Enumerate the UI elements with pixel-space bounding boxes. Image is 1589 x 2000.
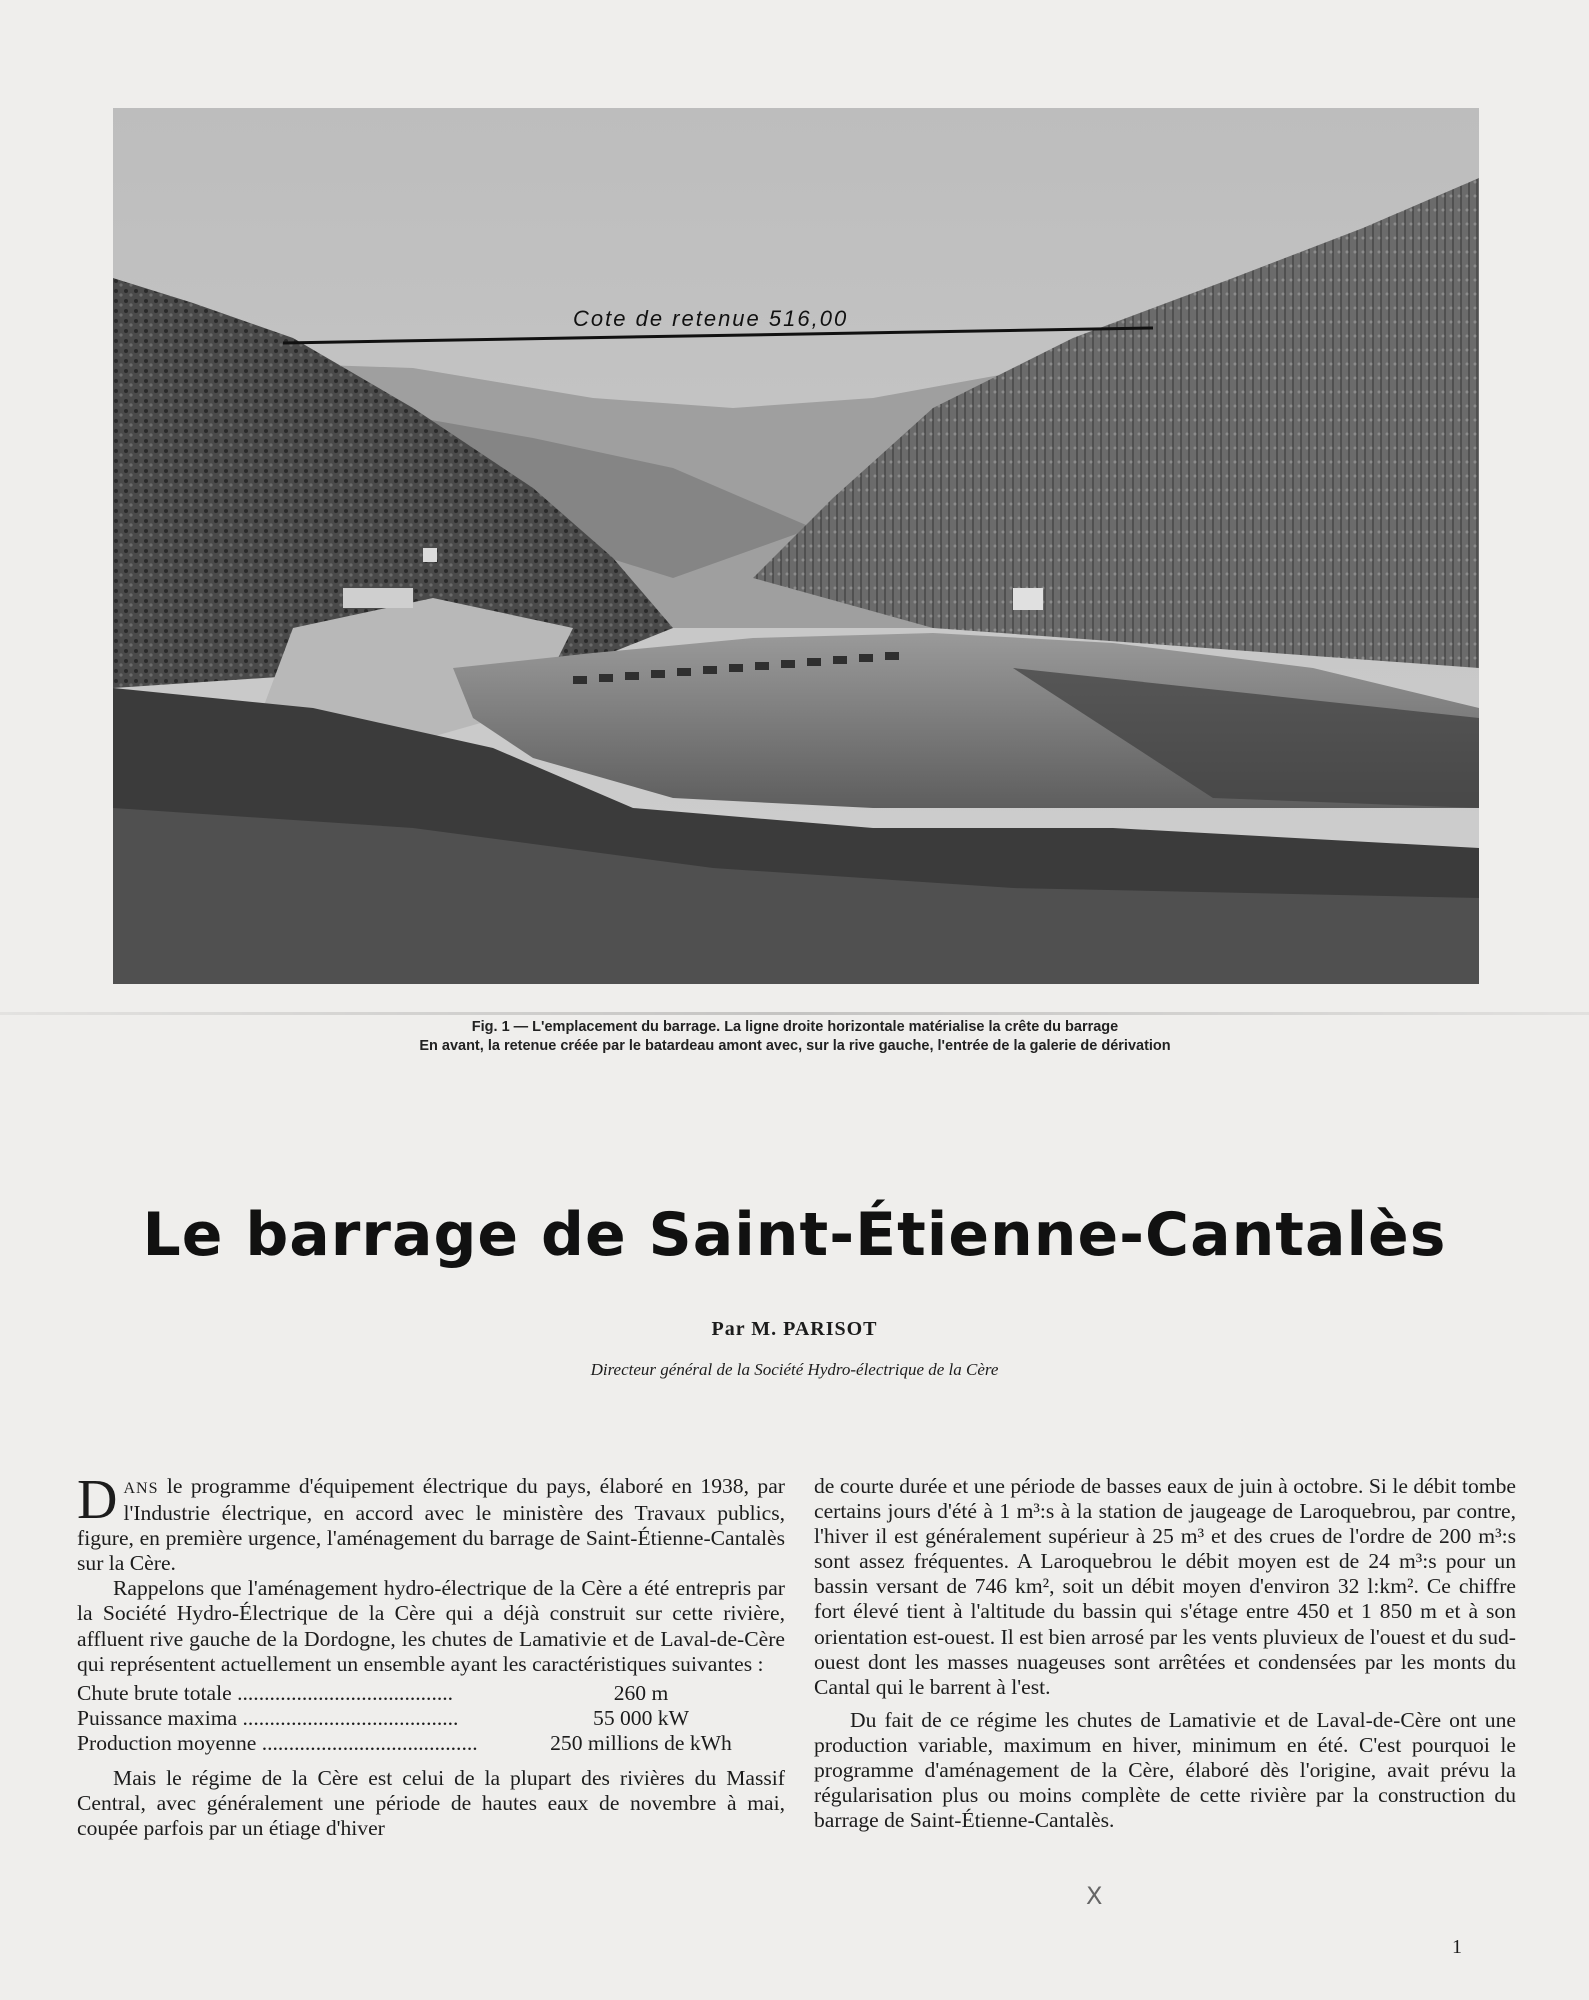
characteristics-table (77, 1681, 785, 1756)
paragraph-4: de courte durée et une période de basses eaux de juin à octobre. Si le débit tombe certains jours d'été à 1 m³:s à la station de jaugeage de Laroquebrou, par contre, l'hiver il est généralement supérieur à 25 m³ et des crues de l'ordre de 200 m³:s sont assez fréquentes. A Laroquebrou le débit moyen est de 24 m³:s pour un bassin versant de 746 km², soit un débit moyen d'environ 32 l:km². Ce chiffre fort élevé tient à l'altitude du bassin qui s'étage entre 450 et 1 850 m et à son orientation est-ouest. Il est bien arrosé par les vents pluvieux de l'ouest et du sud-ouest dont les masses nuageuses sont arrêtées et condensées par les monts du Cantal qui le barrent à l'est. (814, 1474, 1516, 1699)
drop-cap: D (77, 1469, 118, 1531)
spec-value: 55 000 kW (593, 1705, 689, 1730)
spec-row (77, 1681, 785, 1706)
spec-row (77, 1706, 785, 1731)
paragraph-1-text: le programme d'équipement électrique du pays, élaboré en 1938, par l'Industrie électrique, en accord avec le ministère des Travaux publics, figure, en première urgence, l'aménagement du barrage de Saint-Étienne-Cantalès sur la Cère. (77, 1474, 785, 1576)
column-right (814, 1474, 1516, 1833)
spec-label: Chute brute totale ........................................ (77, 1680, 454, 1705)
caption-line-1: Fig. 1 — L'emplacement du barrage. La ligne droite horizontale matérialise la crête du barrage (471, 1019, 1119, 1035)
retention-level-annotation: Cote de retenue 516,00 (573, 306, 849, 331)
page-number: 1 (1452, 1936, 1462, 1958)
paper-fold-line (0, 1012, 1589, 1015)
handwritten-mark: X (1086, 1882, 1103, 1910)
dam-site-photograph (113, 108, 1479, 984)
caption-line-2: En avant, la retenue créée par le batardeau amont avec, sur la rive gauche, l'entrée de la galerie de dérivation (419, 1038, 1171, 1054)
valley-landscape-image (113, 108, 1479, 984)
paragraph-1 (77, 1469, 785, 1576)
spec-label: Production moyenne ........................................ (77, 1730, 478, 1755)
lead-smallcaps: ANS (123, 1480, 159, 1497)
column-left (77, 1469, 785, 1841)
author-affiliation: Directeur général de la Société Hydro-électrique de la Cère (590, 1360, 999, 1379)
spec-value: 250 millions de kWh (550, 1730, 732, 1755)
paragraph-2: Rappelons que l'aménagement hydro-électrique de la Cère a été entrepris par la Société Hydro-Électrique de la Cère qui a déjà construit sur cette rivière, affluent rive gauche de la Dordogne, les chutes de Lamativie et de Laval-de-Cère qui représentent actuellement un ensemble ayant les caractéristiques suivantes : (77, 1576, 785, 1676)
article-byline: Par M. PARISOT (711, 1318, 878, 1340)
spec-row (77, 1731, 785, 1756)
paragraph-5: Du fait de ce régime les chutes de Lamativie et de Laval-de-Cère ont une production variable, maximum en hiver, minimum en été. C'est pourquoi le programme d'aménagement de la Cère, élaboré dès l'origine, avait prévu la régularisation plus ou moins complète de cette rivière par la construction du barrage de Saint-Étienne-Cantalès. (814, 1707, 1516, 1833)
paragraph-3: Mais le régime de la Cère est celui de la plupart des rivières du Massif Central, avec généralement une période de hautes eaux de novembre à mai, coupée parfois par un étiage d'hiver (77, 1766, 785, 1841)
spec-label: Puissance maxima ........................................ (77, 1705, 459, 1730)
figure-caption (220, 1018, 1370, 1056)
spec-value: 260 m (613, 1680, 669, 1705)
article-title: Le barrage de Saint-Étienne-Cantalès (142, 1200, 1447, 1270)
